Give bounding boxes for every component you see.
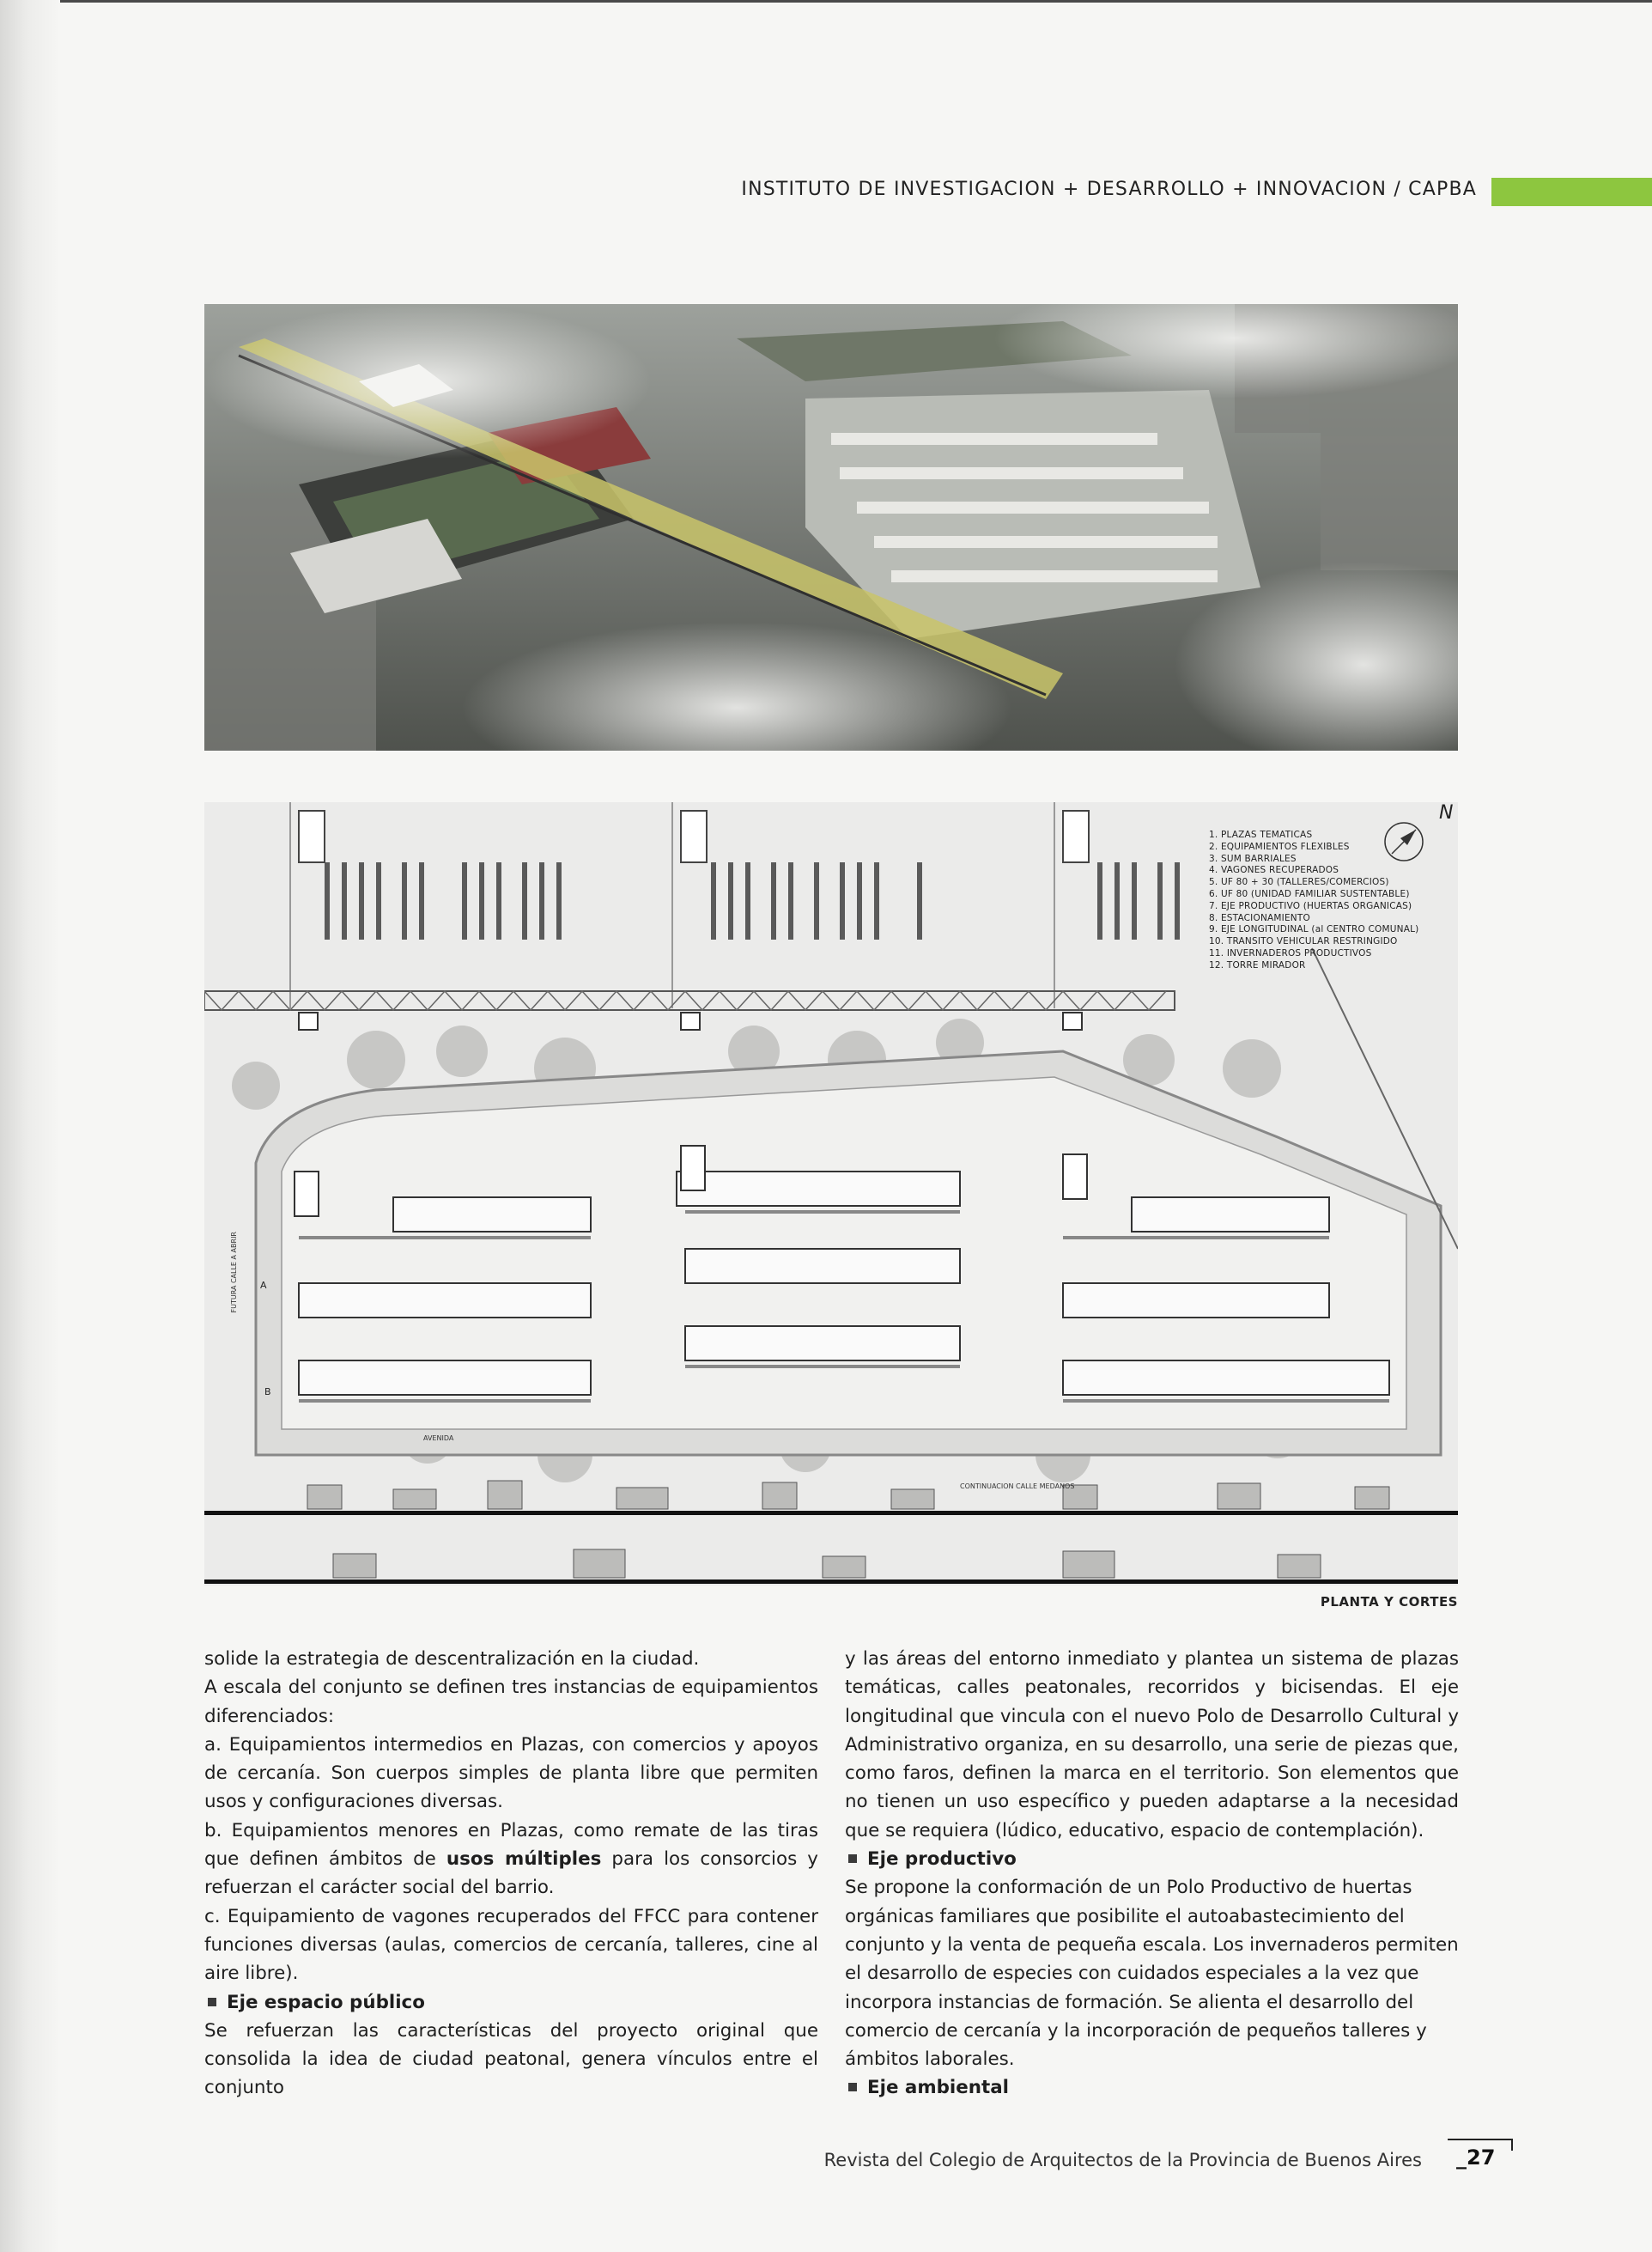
page-number-rule bbox=[1448, 2139, 1513, 2140]
square-bullet-icon bbox=[208, 1998, 216, 2006]
page-number-rule-tick bbox=[1511, 2139, 1513, 2151]
subheading-text: Eje productivo bbox=[867, 1848, 1017, 1871]
page-number-value: 27 bbox=[1467, 2145, 1496, 2170]
paragraph bbox=[204, 1817, 818, 1902]
page-gutter-shadow bbox=[0, 0, 60, 2252]
legend-item: 10. TRANSITO VEHICULAR RESTRINGIDO bbox=[1209, 936, 1398, 947]
figure-caption: PLANTA Y CORTES bbox=[1320, 1594, 1458, 1610]
section-mark-a: A bbox=[260, 1280, 267, 1291]
legend-item: 12. TORRE MIRADOR bbox=[1209, 959, 1306, 971]
subheading-eje-productivo bbox=[845, 1845, 1459, 1873]
legend-item: 7. EJE PRODUCTIVO (HUERTAS ORGANICAS) bbox=[1209, 900, 1412, 911]
legend-item: 3. SUM BARRIALES bbox=[1209, 853, 1297, 864]
paragraph: y las áreas del entorno inmediato y plantea un sistema de plazas temáticas, calles peatonales, recorridos y bicisendas. El eje longitudinal que vincula con el nuevo Polo de Desarrollo Cultural y Administrativo organiza, en su desarrollo, una serie de piezas que, como faros, definen la marca en el territorio. Son elementos que no tienen un uso específico y pueden adaptarse a la necesidad que se requiera (lúdico, educativo, espacio de contemplación). bbox=[845, 1648, 1459, 1841]
header-accent-bar bbox=[1491, 178, 1652, 206]
text-column-left bbox=[204, 1645, 818, 2103]
subheading-text: Eje ambiental bbox=[867, 2077, 1009, 2099]
paragraph: Se propone la conformación de un Polo Productivo de huertas orgánicas familiares que posibilite el autoabastecimiento del conjunto y la venta de pequeña escala. Los invernaderos permiten el desarrollo de especies con cuidados especiales a la vez que incorpora instancias de formación. Se alienta el desarrollo del comercio de cercanía y la incorporación de pequeños talleres y ámbitos laborales. bbox=[845, 1877, 1459, 2071]
site-plan-drawing bbox=[204, 802, 1458, 1586]
subheading-text: Eje espacio público bbox=[227, 1991, 425, 2013]
text-run: para los consorcios y refuerzan el carácter social del barrio. bbox=[204, 1848, 818, 1899]
top-edge-rule bbox=[60, 0, 1652, 3]
aerial-render-image bbox=[204, 304, 1458, 751]
footer-magazine-title: Revista del Colegio de Arquitectos de la Provincia de Buenos Aires bbox=[823, 2150, 1422, 2170]
legend-item: 2. EQUIPAMIENTOS FLEXIBLES bbox=[1209, 841, 1350, 852]
street-label-avenue: AVENIDA bbox=[423, 1434, 454, 1442]
paragraph: a. Equipamientos intermedios en Plazas, con comercios y apoyos de cercanía. Son cuerpos simples de planta libre que permiten usos y configuraciones diversas. bbox=[204, 1733, 818, 1813]
legend-item: 1. PLAZAS TEMATICAS bbox=[1209, 830, 1313, 840]
north-label: N bbox=[1439, 802, 1454, 824]
square-bullet-icon bbox=[848, 2083, 857, 2091]
legend-item: 6. UF 80 (UNIDAD FAMILIAR SUSTENTABLE) bbox=[1209, 888, 1410, 899]
square-bullet-icon bbox=[848, 1854, 857, 1863]
page-number: _27 bbox=[1456, 2145, 1496, 2170]
legend-item: 11. INVERNADEROS PRODUCTIVOS bbox=[1209, 947, 1372, 959]
legend-item: 8. ESTACIONAMIENTO bbox=[1209, 912, 1310, 923]
street-label-left: FUTURA CALLE A ABRIR bbox=[230, 1232, 238, 1313]
north-arrow-icon bbox=[1376, 809, 1436, 869]
paragraph: c. Equipamiento de vagones recuperados del FFCC para contener funciones diversas (aulas, comercios de cercanía, talleres, cine al aire libre). bbox=[204, 1905, 818, 1985]
running-header: INSTITUTO DE INVESTIGACION + DESARROLLO + INNOVACION / CAPBA bbox=[741, 179, 1477, 200]
text-run: b. Equipamientos menores en Plazas, como remate de las tiras que definen ámbitos de bbox=[204, 1819, 818, 1871]
paragraph: A escala del conjunto se definen tres instancias de equipamientos diferenciados: bbox=[204, 1677, 818, 1727]
subheading-eje-ambiental bbox=[845, 2073, 1459, 2102]
subheading-espacio-publico bbox=[204, 1988, 818, 2017]
legend-item: 4. VAGONES RECUPERADOS bbox=[1209, 865, 1339, 876]
paragraph: solide la estrategia de descentralización en la ciudad. bbox=[204, 1648, 700, 1670]
legend-item: 9. EJE LONGITUDINAL (al CENTRO COMUNAL) bbox=[1209, 924, 1419, 935]
text-column-right bbox=[845, 1645, 1459, 2103]
section-mark-b: B bbox=[264, 1386, 271, 1397]
bold-term: usos múltiples bbox=[446, 1848, 602, 1871]
legend-item: 5. UF 80 + 30 (TALLERES/COMERCIOS) bbox=[1209, 877, 1389, 888]
street-label-bottom: CONTINUACION CALLE MEDANOS bbox=[960, 1482, 1075, 1490]
paragraph: Se refuerzan las características del proyecto original que consolida la idea de ciudad peatonal, genera vínculos entre el conjunto bbox=[204, 2019, 818, 2099]
